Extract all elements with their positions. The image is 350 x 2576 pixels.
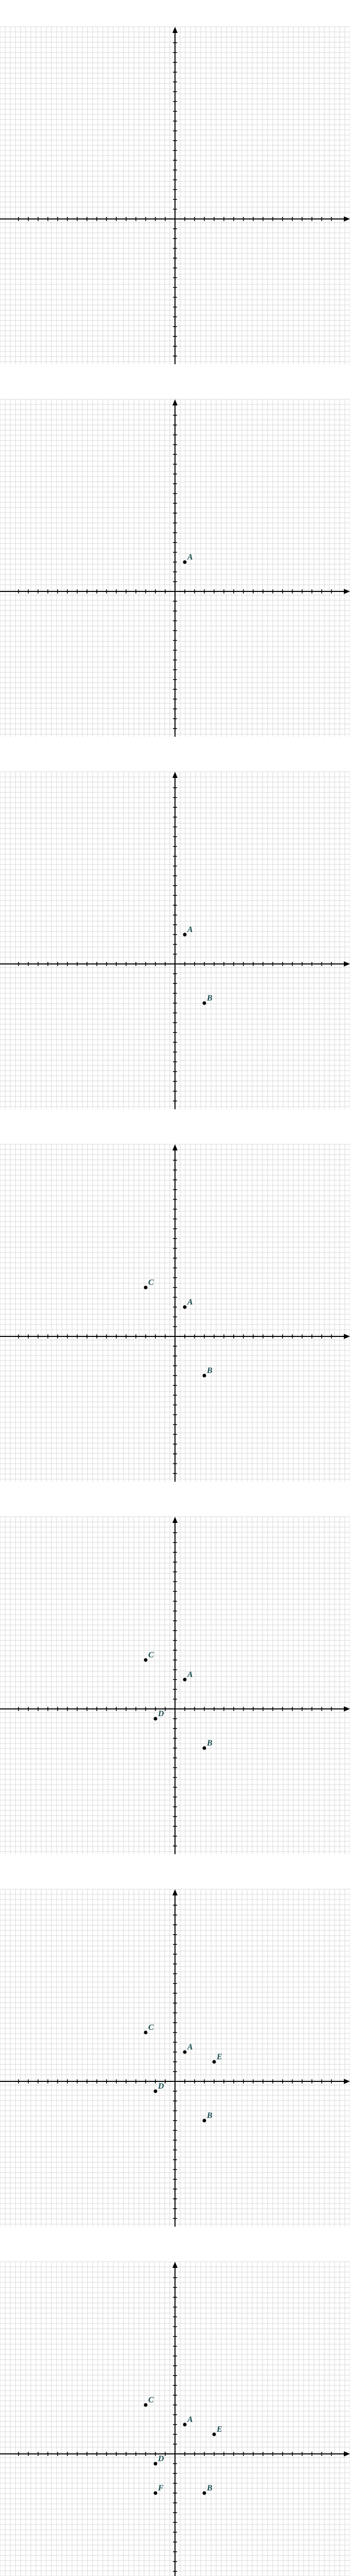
coordinate-panel xyxy=(0,1517,350,1854)
point-label: D xyxy=(158,2082,164,2091)
y-axis-arrow-icon xyxy=(172,27,178,33)
point-marker xyxy=(183,2423,187,2427)
coordinate-panel xyxy=(0,1144,350,1482)
y-axis-arrow-icon xyxy=(172,1517,178,1523)
point-marker xyxy=(203,2492,206,2495)
coordinate-panel xyxy=(0,2262,350,2576)
point-label: F xyxy=(158,2484,164,2493)
point-marker xyxy=(144,2403,148,2407)
point-label: B xyxy=(207,994,213,1003)
point-label: D xyxy=(158,2454,164,2463)
coordinate-panel xyxy=(0,772,350,1109)
point-marker xyxy=(154,2462,157,2466)
point-label: A xyxy=(187,2043,193,2052)
y-axis-arrow-icon xyxy=(172,399,178,405)
point-marker xyxy=(203,2119,206,2123)
point-label: A xyxy=(187,553,193,562)
y-axis-arrow-icon xyxy=(172,1889,178,1895)
point-label: A xyxy=(187,2415,193,2424)
y-axis-arrow-icon xyxy=(172,772,178,778)
coordinate-panel xyxy=(0,399,350,737)
point-label: A xyxy=(187,1670,193,1679)
point-label: E xyxy=(217,2053,222,2061)
point-marker xyxy=(144,1286,148,1290)
point-label: A xyxy=(187,1298,193,1307)
point-marker xyxy=(154,2090,157,2093)
point-marker xyxy=(154,2492,157,2495)
point-marker xyxy=(183,933,187,937)
point-marker xyxy=(213,2433,216,2436)
point-label: C xyxy=(148,1278,154,1287)
point-marker xyxy=(183,2050,187,2054)
point-marker xyxy=(144,1658,148,1662)
point-marker xyxy=(144,2031,148,2035)
point-marker xyxy=(203,1374,206,1378)
point-label: B xyxy=(207,1366,213,1375)
coordinate-panel xyxy=(0,1889,350,2227)
coordinate-panel xyxy=(0,27,350,364)
point-marker xyxy=(183,1306,187,1309)
point-marker xyxy=(183,1678,187,1682)
point-label: B xyxy=(207,1739,213,1748)
point-label: A xyxy=(187,925,193,934)
point-marker xyxy=(213,2060,216,2064)
point-label: E xyxy=(217,2425,222,2434)
point-label: B xyxy=(207,2111,213,2120)
point-marker xyxy=(203,1747,206,1750)
y-axis-arrow-icon xyxy=(172,2262,178,2268)
point-marker xyxy=(183,561,187,564)
point-label: C xyxy=(148,2023,154,2032)
point-label: C xyxy=(148,2396,154,2404)
y-axis-arrow-icon xyxy=(172,1144,178,1150)
point-label: C xyxy=(148,1651,154,1659)
point-marker xyxy=(203,1002,206,1005)
point-marker xyxy=(154,1717,157,1721)
point-label: B xyxy=(207,2484,213,2493)
point-label: D xyxy=(158,1709,164,1718)
